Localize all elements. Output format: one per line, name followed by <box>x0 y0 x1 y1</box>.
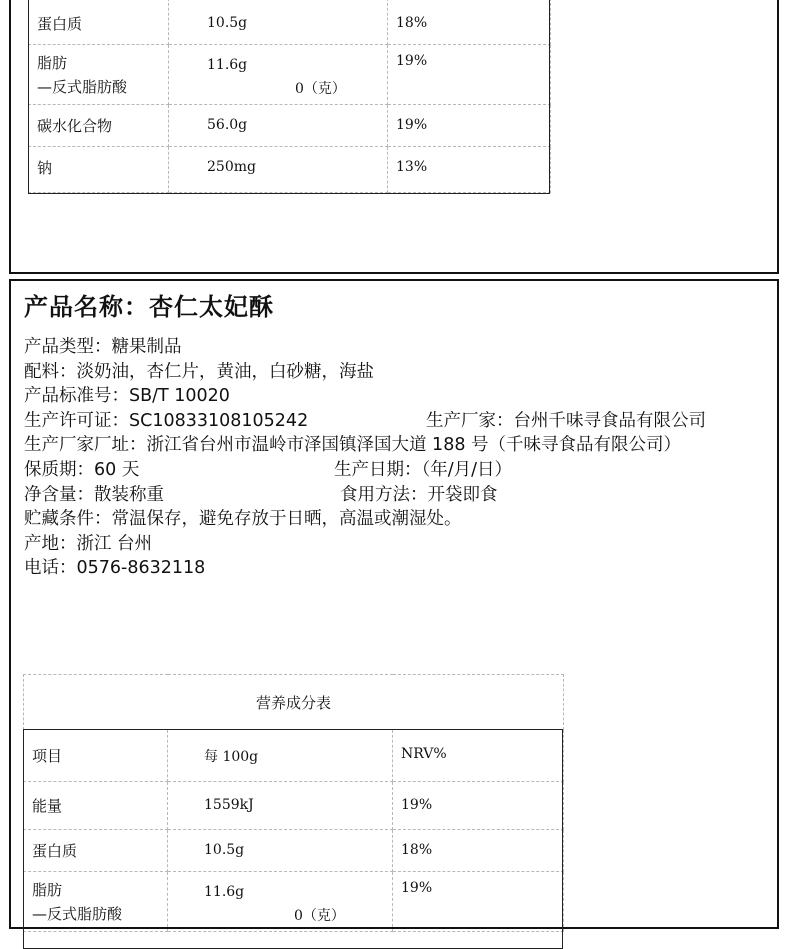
product-title: 产品名称：杏仁太妃酥 <box>24 292 274 321</box>
trans-fat-label: —反式脂肪酸 <box>32 905 123 923</box>
product-standard: 产品标准号：SB/T 10020 <box>24 386 230 407</box>
product-usage: 食用方法：开袋即食 <box>340 484 498 505</box>
product-phone: 电话：0576-8632118 <box>24 558 206 579</box>
per100-cell: 10.5g <box>169 0 388 45</box>
table-row <box>29 0 551 45</box>
trans-fat-value: 0（克） <box>295 81 346 97</box>
item-cell <box>24 872 168 932</box>
nrv-cell: 19% <box>388 45 551 105</box>
fat-value: 11.6g <box>204 884 245 900</box>
product-net-content: 净含量：散装称重 <box>24 484 164 505</box>
table-row <box>24 830 564 872</box>
product-ingredients: 配料：淡奶油，杏仁片，黄油，白砂糖，海盐 <box>24 361 374 382</box>
product-manufacturer: 生产厂家：台州千味寻食品有限公司 <box>426 410 706 431</box>
nutrition-caption-row <box>24 675 564 730</box>
product-storage: 贮藏条件：常温保存，避免存放于日晒，高温或潮湿处。 <box>24 509 462 530</box>
item-cell: 钠 <box>29 147 169 193</box>
nutrition-caption: 营养成分表 <box>24 675 564 730</box>
product-origin: 产地：浙江 台州 <box>24 533 153 554</box>
trans-fat-label: —反式脂肪酸 <box>37 78 128 96</box>
table-row <box>29 105 551 147</box>
item-cell: 碳水化合物 <box>29 105 169 147</box>
top-nutrition-table <box>28 0 551 193</box>
item-cell <box>29 45 169 105</box>
table-header-row <box>24 730 564 782</box>
table-row <box>29 45 551 105</box>
table-row <box>24 782 564 830</box>
product-info <box>24 335 776 581</box>
item-cell: 蛋白质 <box>29 0 169 45</box>
product-label-card <box>9 279 779 929</box>
top-label-card <box>9 0 779 274</box>
per100-cell: 10.5g <box>168 830 393 872</box>
product-date: 生产日期：（年/月/日） <box>334 459 513 480</box>
nrv-cell: 18% <box>388 0 551 45</box>
item-cell: 能量 <box>24 782 168 830</box>
item-cell: 蛋白质 <box>24 830 168 872</box>
header-nrv: NRV% <box>393 730 564 782</box>
trans-fat-value: 0（克） <box>294 908 345 924</box>
per100-cell <box>169 45 388 105</box>
header-item: 项目 <box>24 730 168 782</box>
product-type: 产品类型：糖果制品 <box>24 337 182 357</box>
net-row <box>24 483 776 508</box>
fat-value: 11.6g <box>207 57 248 73</box>
header-per100: 每 100g <box>168 730 393 782</box>
table-row <box>24 872 564 932</box>
product-shelf-life: 保质期：60 天 <box>24 459 140 480</box>
table-row <box>29 147 551 193</box>
per100-cell <box>168 872 393 932</box>
per100-cell: 1559kJ <box>168 782 393 830</box>
license-row <box>24 409 776 434</box>
nrv-cell: 13% <box>388 147 551 193</box>
product-address: 生产厂家厂址：浙江省台州市温岭市泽国镇泽国大道 188 号（千味寻食品有限公司） <box>24 435 682 456</box>
nutrition-table <box>23 674 564 932</box>
per100-cell: 250mg <box>169 147 388 193</box>
product-license: 生产许可证：SC10833108105242 <box>24 410 309 431</box>
nrv-cell: 19% <box>388 105 551 147</box>
shelf-row <box>24 458 776 483</box>
per100-cell: 56.0g <box>169 105 388 147</box>
fat-label: 脂肪 <box>32 881 63 899</box>
nrv-cell: 19% <box>393 782 564 830</box>
fat-label: 脂肪 <box>37 54 68 72</box>
nrv-cell: 19% <box>393 872 564 932</box>
nrv-cell: 18% <box>393 830 564 872</box>
